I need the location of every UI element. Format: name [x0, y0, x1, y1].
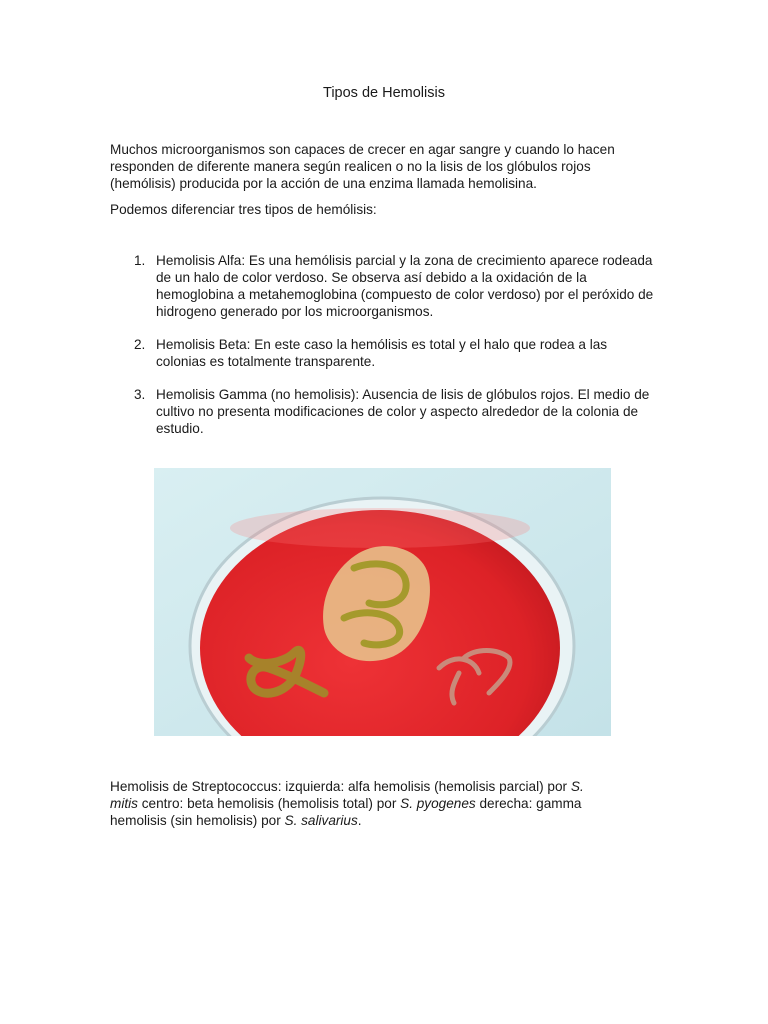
caption-species: S. salivarius [284, 813, 358, 828]
plate-highlight [230, 508, 530, 548]
list-number: 2. [134, 337, 146, 352]
list-item [110, 386, 655, 437]
list-number: 3. [134, 387, 146, 402]
item-text: : Es una hemólisis parcial y la zona de crecimiento aparece rodeada de un halo de color verdoso. Se observa así debido a la oxidación de la hemoglobina a metahemoglobina (compuesto de color verdoso) por el peróxido de hidrogeno generado por los microorganismos. [156, 253, 654, 319]
item-text: : Ausencia de lisis de glóbulos rojos. El medio de cultivo no presenta modificaciones de color y aspecto alrededor de la colonia de estudio. [156, 387, 650, 436]
item-term: Hemolisis Gamma (no hemolisis) [156, 387, 356, 402]
caption-text: derecha: gamma hemolisis (sin hemolisis) por [110, 796, 582, 828]
item-term: Hemolisis Beta [156, 337, 247, 352]
intro-paragraph: Muchos microorganismos son capaces de crecer en agar sangre y cuando lo hacen responden de diferente manera según realicen o no la lisis de los glóbulos rojos (hemólisis) producida por la acción de una enzima llamada hemolisina. [110, 142, 615, 191]
list-item [110, 336, 655, 370]
blood-agar-photo [154, 468, 611, 736]
caption-text: . [357, 813, 362, 828]
item-text: : En este caso la hemólisis es total y el halo que rodea a las colonias es totalmente transparente. [156, 337, 608, 369]
list-item [110, 252, 655, 320]
caption-text: Hemolisis de Streptococcus: izquierda: alfa hemolisis (hemolisis parcial) por [110, 779, 571, 794]
item-term: Hemolisis Alfa [156, 253, 242, 268]
caption-text: centro: beta hemolisis (hemolisis total) por [137, 796, 401, 811]
caption-species: S. pyogenes [400, 796, 476, 811]
lead-paragraph: Podemos diferenciar tres tipos de hemólisis: [110, 202, 377, 217]
caption-species: S. mitis [110, 779, 584, 811]
page-title: Tipos de Hemolisis [323, 85, 445, 101]
figure-caption [110, 778, 610, 829]
hemolysis-types-list [110, 252, 655, 453]
list-number: 1. [134, 253, 146, 268]
